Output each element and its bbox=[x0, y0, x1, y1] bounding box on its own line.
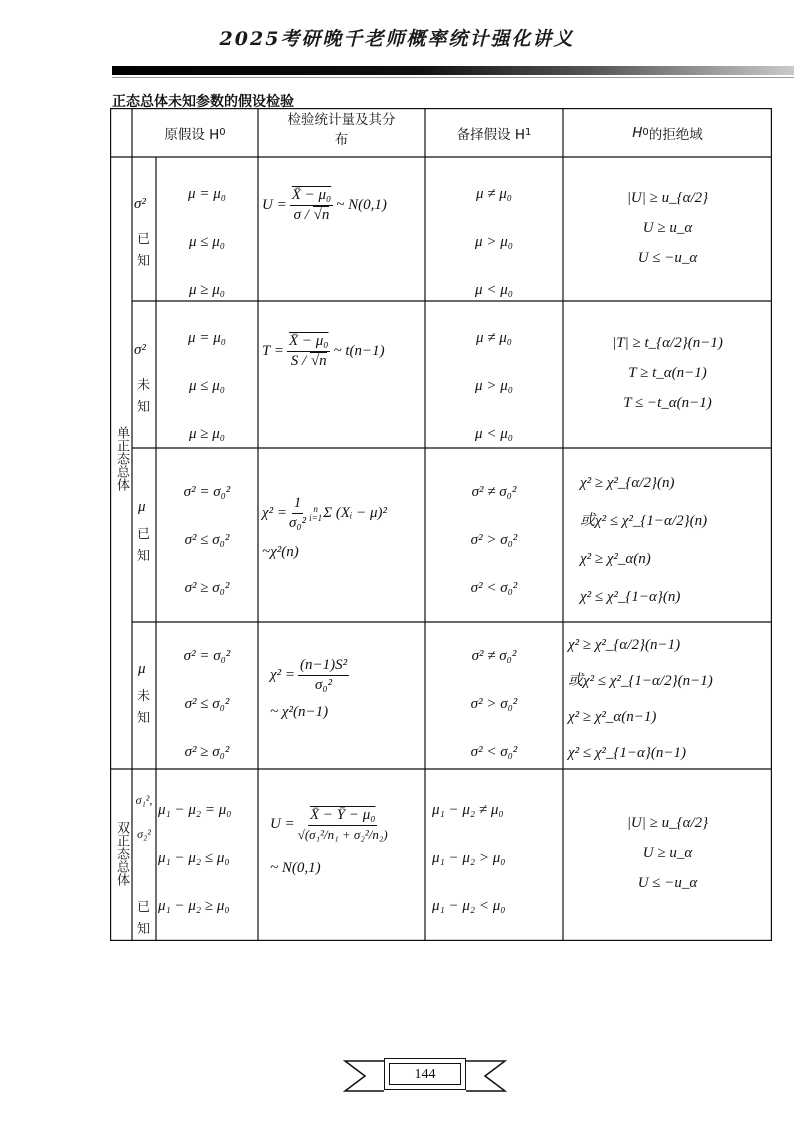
condition-cell: σ₁², σ₂² 已知 bbox=[135, 793, 153, 937]
alt-hypothesis: σ² < σ₀² bbox=[470, 744, 518, 760]
header-alt-hypothesis: 备择假设 H 1 bbox=[456, 126, 532, 143]
test-statistic: χ² = $\frac{\text{(n−1)S²}}{\text{σ₀²}}$ ~ χ²(n−1) bbox=[270, 657, 348, 720]
null-hypothesis: μ ≥ μ₀ bbox=[188, 426, 225, 442]
null-hypothesis: σ² = σ₀² bbox=[183, 484, 231, 500]
alt-hypothesis: σ² ≠ σ₀² bbox=[471, 484, 517, 500]
rejection-region-list bbox=[580, 464, 770, 616]
null-hypothesis-list bbox=[158, 786, 258, 930]
alt-hypothesis: μ₁ − μ₂ > μ₀ bbox=[432, 850, 506, 866]
rejection-region: χ² ≥ χ²_{α/2}(n) bbox=[580, 475, 675, 491]
null-hypothesis: μ = μ₀ bbox=[188, 186, 226, 202]
page-number: 144 bbox=[389, 1063, 461, 1085]
null-hypothesis: μ = μ₀ bbox=[188, 330, 226, 346]
rejection-region: U ≥ u_α bbox=[642, 220, 693, 236]
alt-hypothesis: μ > μ₀ bbox=[475, 378, 513, 394]
test-statistic: χ² = $\frac{1}{\text{σ₀²}}$ n i=1 Σ (Xᵢ − μ)² ~χ²(n) bbox=[262, 495, 387, 560]
null-hypothesis: σ² ≥ σ₀² bbox=[184, 744, 230, 760]
alt-hypothesis: μ > μ₀ bbox=[475, 234, 513, 250]
rejection-region: U ≤ −u_α bbox=[637, 250, 698, 266]
header-rule bbox=[112, 66, 794, 75]
null-hypothesis: μ ≥ μ₀ bbox=[188, 282, 225, 298]
null-hypothesis: μ₁ − μ₂ ≥ μ₀ bbox=[158, 898, 230, 914]
rejection-region: χ² ≥ χ²_α(n) bbox=[580, 551, 651, 567]
null-hypothesis-list bbox=[156, 170, 258, 314]
group-label-double-normal: 双正态总体 bbox=[114, 820, 129, 886]
rejection-region: 或χ² ≤ χ²_{1−α/2}(n−1) bbox=[568, 673, 713, 689]
rejection-region: |U| ≥ u_{α/2} bbox=[626, 815, 709, 831]
rejection-region: 或χ² ≤ χ²_{1−α/2}(n) bbox=[580, 513, 708, 529]
rejection-region: T ≤ −t_α(n−1) bbox=[623, 395, 712, 411]
alt-hypothesis: μ ≠ μ₀ bbox=[475, 186, 512, 202]
test-statistic: U = $\frac{\text{X̄ − Ȳ − μ₀}}{\text{√(σ₁²/n₁ + σ₂²/n₂)}}$ ~ N(0,1) bbox=[270, 807, 388, 876]
header-null-hypothesis: 原假设 H 0 bbox=[164, 126, 226, 143]
condition-cell: σ² 未知 bbox=[134, 342, 151, 415]
group-label-single-normal: 单正态总体 bbox=[114, 425, 129, 491]
condition-cell: σ² 已知 bbox=[134, 196, 151, 269]
hypothesis-test-table bbox=[110, 108, 772, 941]
alt-hypothesis-list bbox=[425, 314, 563, 458]
null-hypothesis: σ² = σ₀² bbox=[183, 648, 231, 664]
null-hypothesis-list bbox=[156, 632, 258, 776]
alt-hypothesis-list bbox=[425, 632, 563, 776]
alt-hypothesis: σ² ≠ σ₀² bbox=[471, 648, 517, 664]
condition-cell: μ 未知 bbox=[137, 661, 151, 726]
null-hypothesis: μ ≤ μ₀ bbox=[188, 234, 225, 250]
alt-hypothesis-list bbox=[432, 786, 562, 930]
alt-hypothesis-list bbox=[425, 468, 563, 612]
null-hypothesis: σ² ≤ σ₀² bbox=[184, 532, 230, 548]
rejection-region-list bbox=[563, 328, 772, 418]
alt-hypothesis: μ ≠ μ₀ bbox=[475, 330, 512, 346]
null-hypothesis: μ₁ − μ₂ = μ₀ bbox=[158, 802, 232, 818]
alt-hypothesis: μ < μ₀ bbox=[475, 426, 513, 442]
null-hypothesis: μ₁ − μ₂ ≤ μ₀ bbox=[158, 850, 230, 866]
rejection-region-list bbox=[563, 808, 772, 898]
rejection-region: χ² ≤ χ²_{1−α}(n) bbox=[580, 589, 681, 605]
alt-hypothesis: μ < μ₀ bbox=[475, 282, 513, 298]
test-statistic: T = $\frac{\text{X̄ − μ₀}}{S / √n}$ ~ t(n−1) bbox=[262, 333, 385, 369]
null-hypothesis: μ ≤ μ₀ bbox=[188, 378, 225, 394]
rejection-region: χ² ≤ χ²_{1−α}(n−1) bbox=[568, 745, 687, 761]
rejection-region: |T| ≥ t_{α/2}(n−1) bbox=[612, 335, 723, 351]
rejection-region: χ² ≥ χ²_α(n−1) bbox=[568, 709, 657, 725]
alt-hypothesis: μ₁ − μ₂ ≠ μ₀ bbox=[432, 802, 504, 818]
header-rule-thin bbox=[112, 77, 794, 78]
null-hypothesis: σ² ≥ σ₀² bbox=[184, 580, 230, 596]
null-hypothesis-list bbox=[156, 468, 258, 612]
rejection-region: χ² ≥ χ²_{α/2}(n−1) bbox=[568, 637, 681, 653]
rejection-region: T ≥ t_α(n−1) bbox=[628, 365, 707, 381]
section-title: 正态总体未知参数的假设检验 bbox=[112, 94, 294, 110]
alt-hypothesis-list bbox=[425, 170, 563, 314]
rejection-region: |U| ≥ u_{α/2} bbox=[626, 190, 709, 206]
test-statistic: U = $\frac{\text{X̄ − μ₀}}{\sigma / √n}$ ~ N(0,1) bbox=[262, 187, 387, 223]
null-hypothesis: σ² ≤ σ₀² bbox=[184, 696, 230, 712]
null-hypothesis-list bbox=[156, 314, 258, 458]
condition-cell: μ 已知 bbox=[137, 499, 151, 564]
rejection-region: U ≤ −u_α bbox=[637, 875, 698, 891]
rejection-region-list bbox=[563, 183, 772, 273]
header-rejection-region: H 0 的拒绝域 bbox=[632, 124, 703, 143]
page-header-title: 2025考研晚千老师概率统计强化讲义 bbox=[219, 28, 575, 50]
header-test-statistic: 检验统计量及其分 布 bbox=[287, 112, 396, 148]
alt-hypothesis: σ² > σ₀² bbox=[470, 696, 518, 712]
alt-hypothesis: μ₁ − μ₂ < μ₀ bbox=[432, 898, 506, 914]
rejection-region: U ≥ u_α bbox=[642, 845, 693, 861]
alt-hypothesis: σ² < σ₀² bbox=[470, 580, 518, 596]
rejection-region-list bbox=[568, 627, 770, 771]
alt-hypothesis: σ² > σ₀² bbox=[470, 532, 518, 548]
